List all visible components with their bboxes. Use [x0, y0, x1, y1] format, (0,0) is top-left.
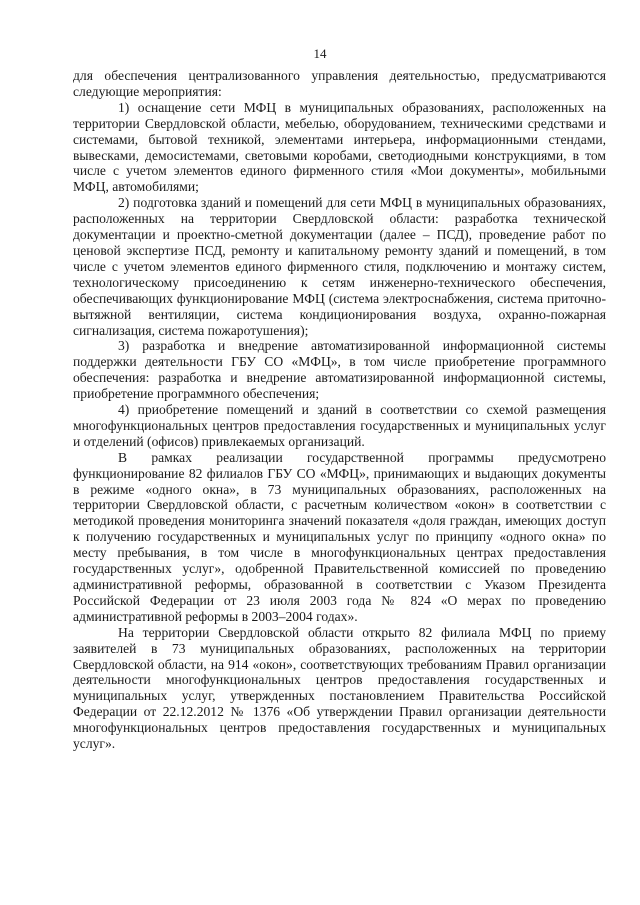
paragraph-opened: На территории Свердловской области открыто 82 филиала МФЦ по приему заявителей в 73 муниципальных образованиях, расположенных на территории Свердловской области, на 914 «окон», соответствующих требованиям Правил организации деятельности многофункциональных центров предоставления государственных и муниципальных услуг, утвержденных постановлением Правительства Российской Федерации от 22.12.2012 № 1376 «Об утверждении Правил организации деятельности многофункциональных центров предоставления государственных и муниципальных услуг». [73, 624, 606, 752]
paragraph-intro: для обеспечения централизованного управления деятельностью, предусматриваются следующие мероприятия: [73, 68, 606, 99]
paragraph-item-2: 2) подготовка зданий и помещений для сети МФЦ в муниципальных образованиях, расположенных на территории Свердловской области: разработка технической документации и проектно-сметной документации (далее – ПСД), проведение работ по ценовой экспертизе ПСД, ремонту и капитальному ремонту зданий и помещений, в том числе с учетом элементов единого фирменного стиля, подключению и монтажу систем, технологическому присоединению к сетям инженерно-технического обеспечения, обеспечивающих функционирование МФЦ (система электроснабжения, система приточно-вытяжной вентиляции, система кондиционирования воздуха, охранно-пожарная сигнализация, система пожаротушения); [73, 195, 606, 338]
paragraph-item-3: 3) разработка и внедрение автоматизированной информационной системы поддержки деятельности ГБУ СО «МФЦ», в том числе приобретение программного обеспечения: разработка и внедрение автоматизированной информационной системы, приобретение программного обеспечения; [73, 338, 606, 402]
paragraph-item-1: 1) оснащение сети МФЦ в муниципальных образованиях, расположенных на территории Свердловской области, мебелью, оборудованием, техническими средствами и системами, бытовой техникой, элементами интерьера, информационными стендами, вывесками, демосистемами, световыми коробами, светодиодными конструкциями, в том числе с учетом элементов единого фирменного стиля «Мои документы», мобильными МФЦ, автомобилями; [73, 99, 606, 195]
page-number: 14 [313, 46, 327, 61]
paragraph-item-4: 4) приобретение помещений и зданий в соответствии со схемой размещения многофункциональных центров предоставления государственных и муниципальных услуг и отделений (офисов) привлекаемых организаций. [73, 402, 606, 449]
page-body [73, 68, 606, 752]
paragraph-program: В рамках реализации государственной программы предусмотрено функционирование 82 филиалов ГБУ СО «МФЦ», принимающих и выдающих документы в режиме «одного окна», в 73 муниципальных образованиях, расположенных на территории Свердловской области, с расчетным количеством «окон» в соответствии с методикой проведения мониторинга значений показателя «доля граждан, имеющих доступ к получению государственных и муниципальных услуг по принципу «одного окна» по месту пребывания, в том числе в многофункциональных центрах предоставления государственных услуг», одобренной Правительственной комиссией по проведению административной реформы, образованной в соответствии с Указом Президента Российской Федерации от 23 июля 2003 года № 824 «О мерах по проведению административной реформы в 2003–2004 годах». [73, 449, 606, 624]
